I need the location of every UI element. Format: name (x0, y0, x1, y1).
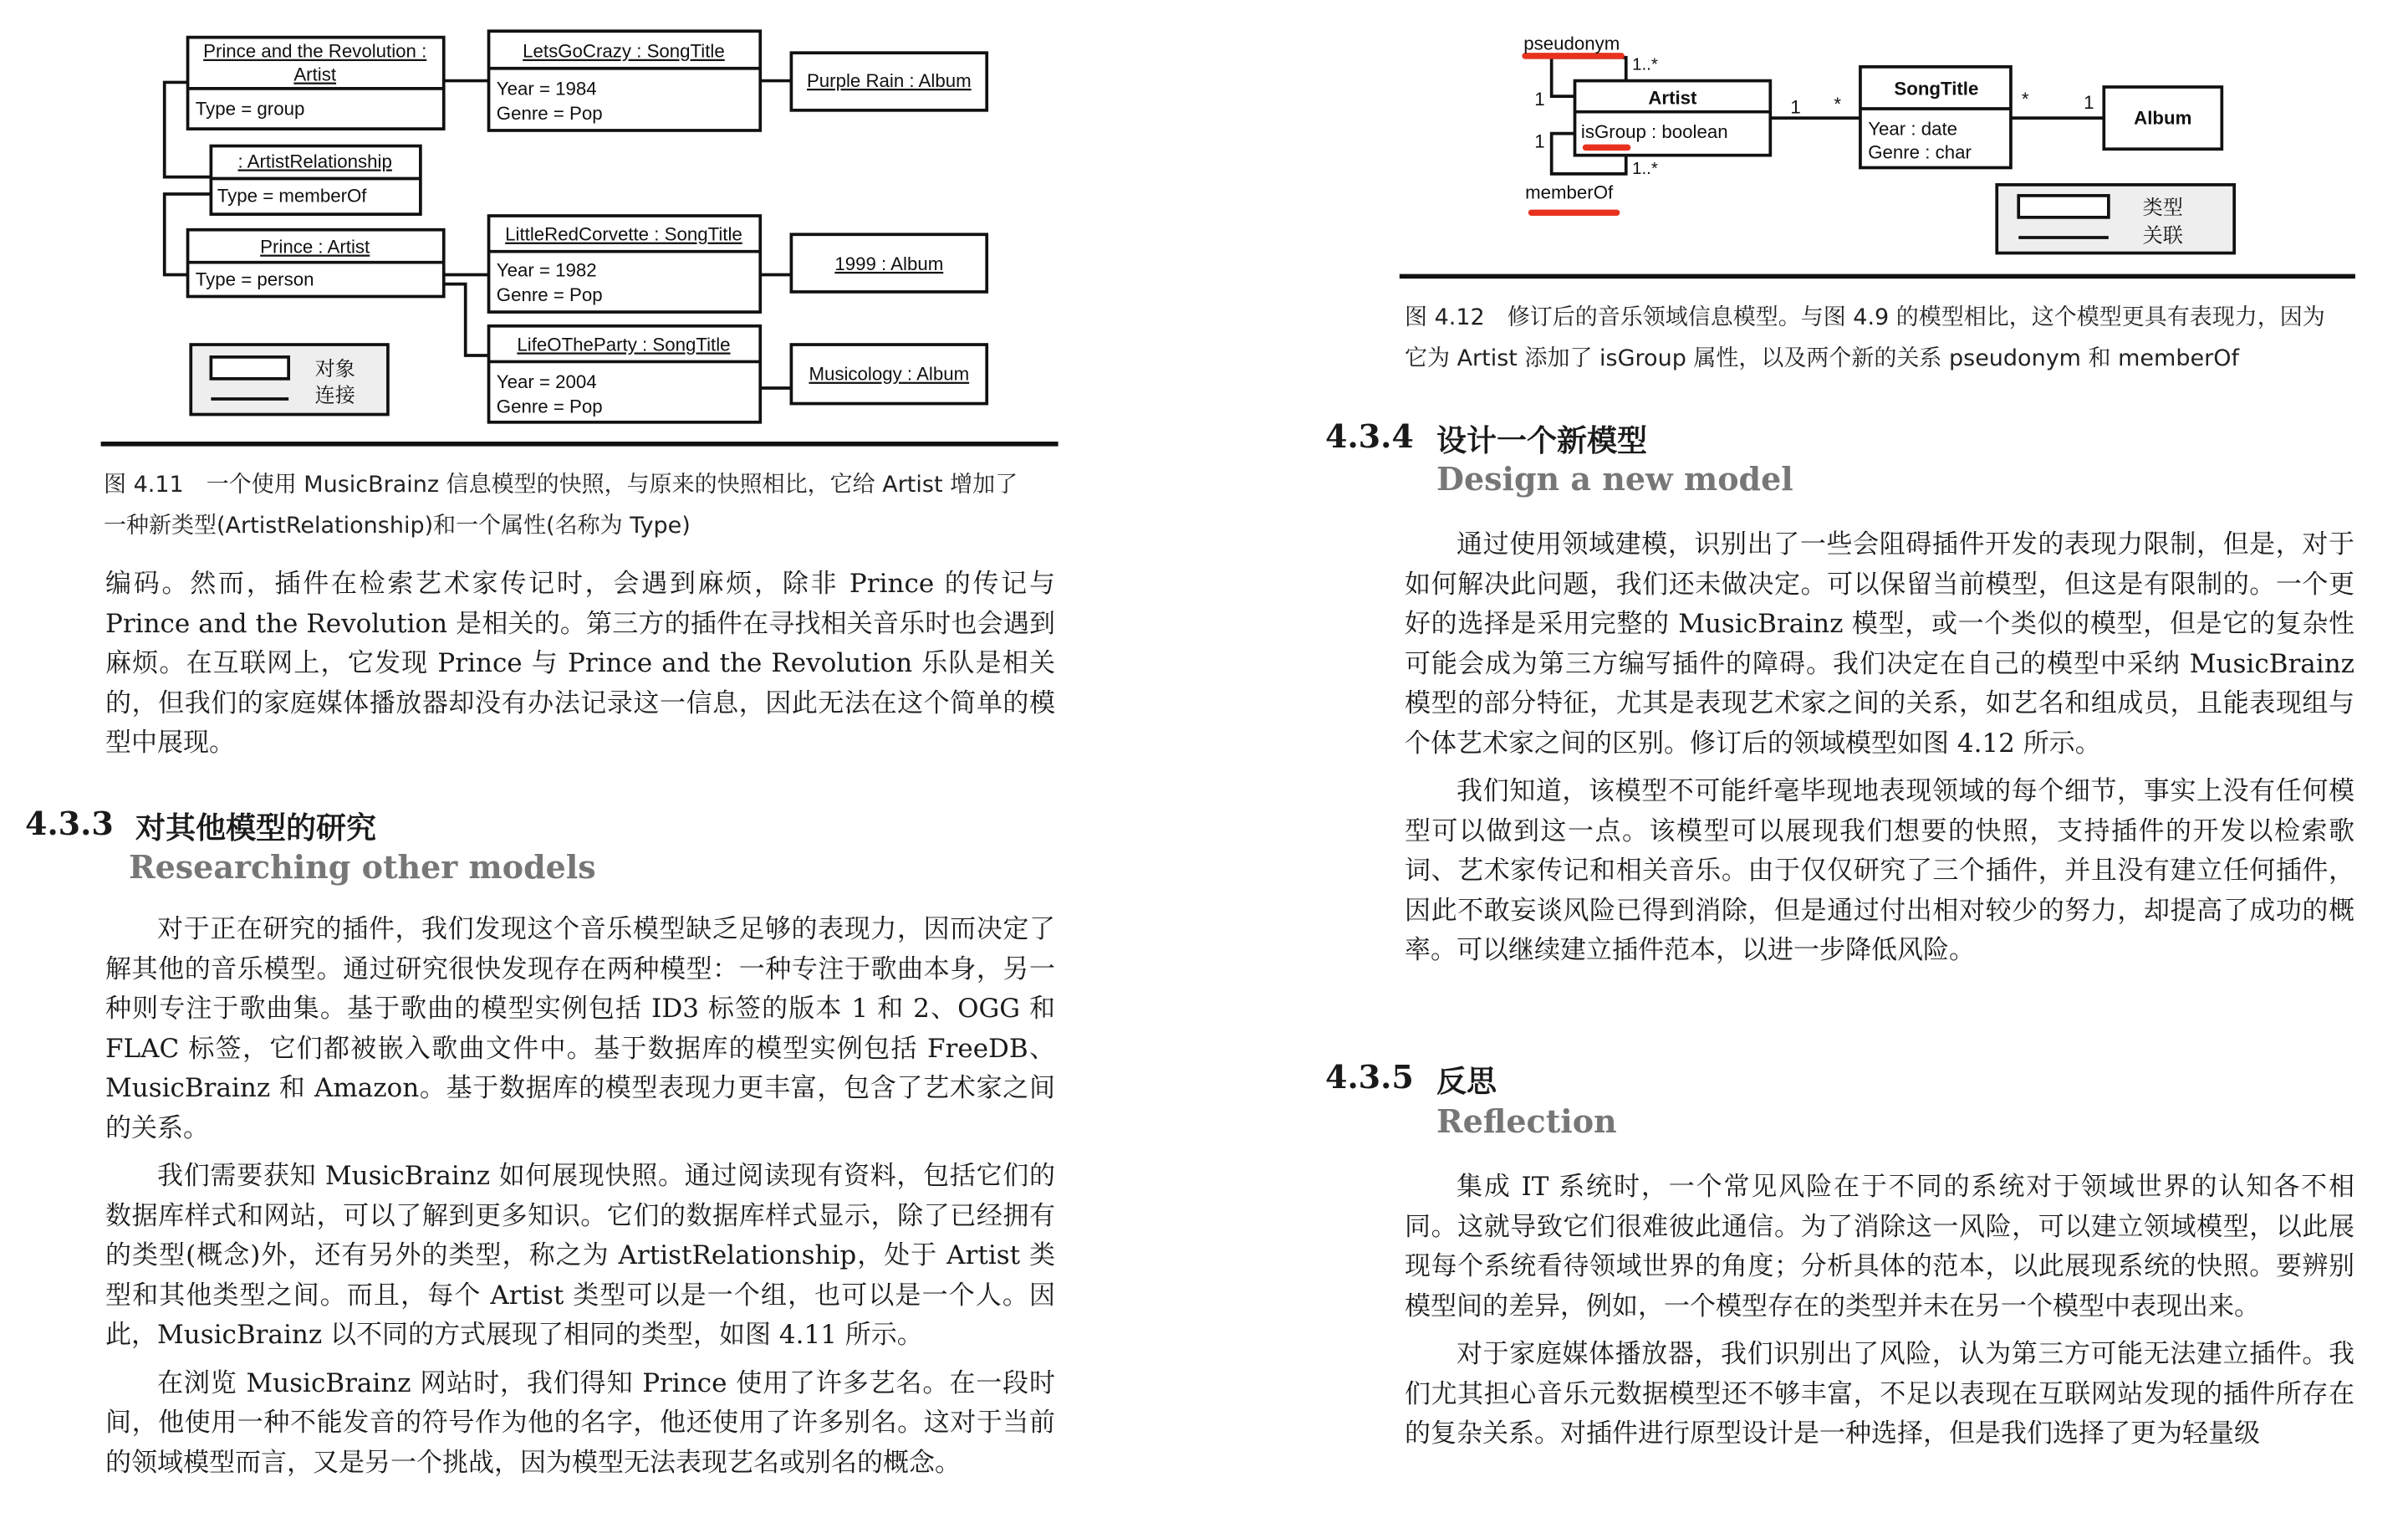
obj-title: LifeOTheParty : SongTitle (517, 334, 731, 355)
obj-title: Musicology : Album (809, 363, 970, 385)
obj-title: : ArtistRelationship (237, 151, 392, 172)
right-body-1 (1405, 525, 2354, 979)
multiplicity: * (1834, 93, 1842, 115)
legend-object-swatch (211, 357, 288, 379)
paragraph: 对于正在研究的插件，我们发现这个音乐模型缺乏足够的表现力，因而决定了解其他的音乐模型。通过研究很快发现存在两种模型：一种专注于歌曲本身，另一种则专注于歌曲集。基于歌曲的模型实例包括 ID3 标签的版本 1 和 2、OGG 和 FLAC 标签，它们都被嵌入歌曲文件中。基于数据库的模型实例包括 FreeDB、MusicBrainz 和 Amazon。基于数据库的模型表现力更丰富，包含了艺术家之间的关系。 (105, 914, 1055, 1143)
left-paragraph-0 (105, 565, 1055, 772)
section-title-zh: 设计一个新模型 (1436, 424, 1648, 458)
obj-attr: Type = group (195, 98, 305, 120)
song-attr: Genre : char (1868, 141, 1972, 163)
paragraph: 编码。然而，插件在检索艺术家传记时，会遇到麻烦，除非 Prince 的传记与 Prince and the Revolution 是相关的。第三方的插件在寻找相关音乐时也会遇到麻烦。在互联网上，它发现 Prince 与 Prince and the Revolution 乐队是相关的，但我们的家庭媒体播放器却没有办法记录这一信息，因此无法在这个简单的模型中展现。 (105, 569, 1055, 758)
obj-attr: Year = 1982 (496, 259, 597, 281)
caption-line: 图 4.11 一个使用 MusicBrainz 信息模型的快照，与原来的快照相比，它给 Artist 增加了 (104, 472, 1018, 498)
paragraph: 我们知道，该模型不可能纤毫毕现地表现领域的每个细节，事实上没有任何模型可以做到这一点。该模型可以展现我们想要的快照，支持插件的开发以检索歌词、艺术家传记和相关音乐。由于仅仅研究了三个插件，并且没有建立任何插件，因此不敢妄谈风险已得到消除，但是通过付出相对较少的努力，却提高了成功的概率。可以继续建立插件范本，以进一步降低风险。 (1405, 776, 2354, 965)
paragraph: 集成 IT 系统时，一个常见风险在于不同的系统对于领域世界的认知各不相同。这就导致它们很难彼此通信。为了消除这一风险，可以建立领域模型，以此展现每个系统看待领域世界的角度；分析具体的范本，以此展现系统的快照。要辨别模型间的差异，例如，一个模型存在的类型并未在另一个模型中表现出来。 (1405, 1172, 2354, 1321)
obj-title: LittleRedCorvette : SongTitle (505, 223, 742, 245)
obj-attr: Year = 2004 (496, 371, 597, 392)
section-title-en: Researching other models (129, 848, 596, 886)
section-number: 4.3.3 (25, 805, 114, 842)
caption-line: 一种新类型(ArtistRelationship)和一个属性(名称为 Type) (104, 513, 691, 539)
artist-attr: isGroup : boolean (1580, 121, 1728, 143)
section-number: 4.3.5 (1325, 1058, 1414, 1096)
obj-attr: Type = memberOf (217, 185, 367, 207)
figure-4-12-caption (1405, 297, 2366, 379)
obj-attr: Genre = Pop (496, 284, 603, 306)
caption-line: 图 4.12 修订后的音乐领域信息模型。与图 4.9 的模型相比，这个模型更具有表现力，因为 (1405, 304, 2325, 330)
song-attr: Year : date (1868, 118, 1958, 140)
legend-object-label: 对象 (314, 358, 355, 381)
paragraph: 我们需要获知 MusicBrainz 如何展现快照。通过阅读现有资料，包括它们的数据库样式和网站，可以了解到更多知识。它们的数据库样式显示，除了已经拥有的类型(概念)外，还有另外的类型，称之为 ArtistRelationship，处于 Artist 类型和其他类型之间。而且，每个 Artist 类型可以是一个组，也可以是一个人。因此，MusicBrainz 以不同的方式展现了相同的类型，如图 4.11 所示。 (105, 1161, 1055, 1350)
caption-line: 它为 Artist 添加了 isGroup 属性，以及两个新的关系 pseudonym 和 memberOf (1405, 345, 2239, 371)
legend-type-label: 类型 (2142, 197, 2183, 220)
obj-title: LetsGoCrazy : SongTitle (523, 40, 725, 62)
figure-4-11-caption (104, 464, 1065, 546)
legend-link-label: 连接 (314, 384, 355, 407)
obj-title: 1999 : Album (834, 253, 944, 274)
section-title-en: Reflection (1436, 1102, 1617, 1140)
obj-attr: Year = 1984 (496, 78, 597, 100)
obj-attr: Genre = Pop (496, 102, 603, 124)
songtitle-class-name: SongTitle (1894, 78, 1979, 100)
paragraph: 通过使用领域建模，识别出了一些会阻碍插件开发的表现力限制，但是，对于如何解决此问题，我们还未做决定。可以保留当前模型，但这是有限制的。一个更好的选择是采用完整的 MusicBrainz 模型，或一个类似的模型，但是它的复杂性可能会成为第三方编写插件的障碍。我们决定在自己的模型中采纳 MusicBrainz 模型的部分特征，尤其是表现艺术家之间的关系，如艺名和组成员，且能表现组与个体艺术家之间的区别。修订后的领域模型如图 4.12 所示。 (1405, 529, 2354, 759)
right-body-2 (1405, 1168, 2354, 1463)
multiplicity: 1..* (1632, 55, 1658, 74)
multiplicity: 1 (1790, 96, 1801, 118)
section-number: 4.3.4 (1325, 417, 1414, 455)
section-title-zh: 对其他模型的研究 (135, 811, 377, 846)
multiplicity: 1 (1534, 89, 1545, 110)
section-title-en: Design a new model (1436, 460, 1793, 498)
pseudonym-label: pseudonym (1523, 33, 1620, 54)
multiplicity: 1 (1534, 130, 1545, 152)
paragraph: 对于家庭媒体播放器，我们识别出了风险，认为第三方可能无法建立插件。我们尤其担心音乐元数据模型还不够丰富，不足以表现在互联网站发现的插件所存在的复杂关系。对插件进行原型设计是一种选择，但是我们选择了更为轻量级 (1405, 1339, 2354, 1449)
obj-title: Purple Rain : Album (806, 69, 972, 91)
obj-title: Artist (293, 64, 337, 85)
multiplicity: 1..* (1632, 159, 1658, 178)
obj-title: Prince and the Revolution : (203, 40, 427, 62)
album-class-name: Album (2134, 107, 2192, 129)
artist-class-name: Artist (1648, 87, 1697, 109)
obj-attr: Type = person (195, 268, 314, 290)
obj-attr: Genre = Pop (496, 396, 603, 417)
memberof-label: memberOf (1525, 181, 1614, 203)
multiplicity: 1 (2084, 91, 2094, 113)
obj-title: Prince : Artist (260, 236, 370, 258)
pseudonym-association (1552, 58, 1626, 96)
section-title-zh: 反思 (1436, 1065, 1497, 1099)
paragraph: 在浏览 MusicBrainz 网站时，我们得知 Prince 使用了许多艺名。在一段时间，他使用一种不能发音的符号作为他的名字，他还使用了许多别名。这对于当前的领域模型而言，又是另一个挑战，因为模型无法表现艺名或别名的概念。 (105, 1367, 1055, 1478)
legend-assoc-label: 关联 (2142, 224, 2183, 248)
left-body (105, 910, 1055, 1491)
multiplicity: * (2021, 89, 2029, 110)
